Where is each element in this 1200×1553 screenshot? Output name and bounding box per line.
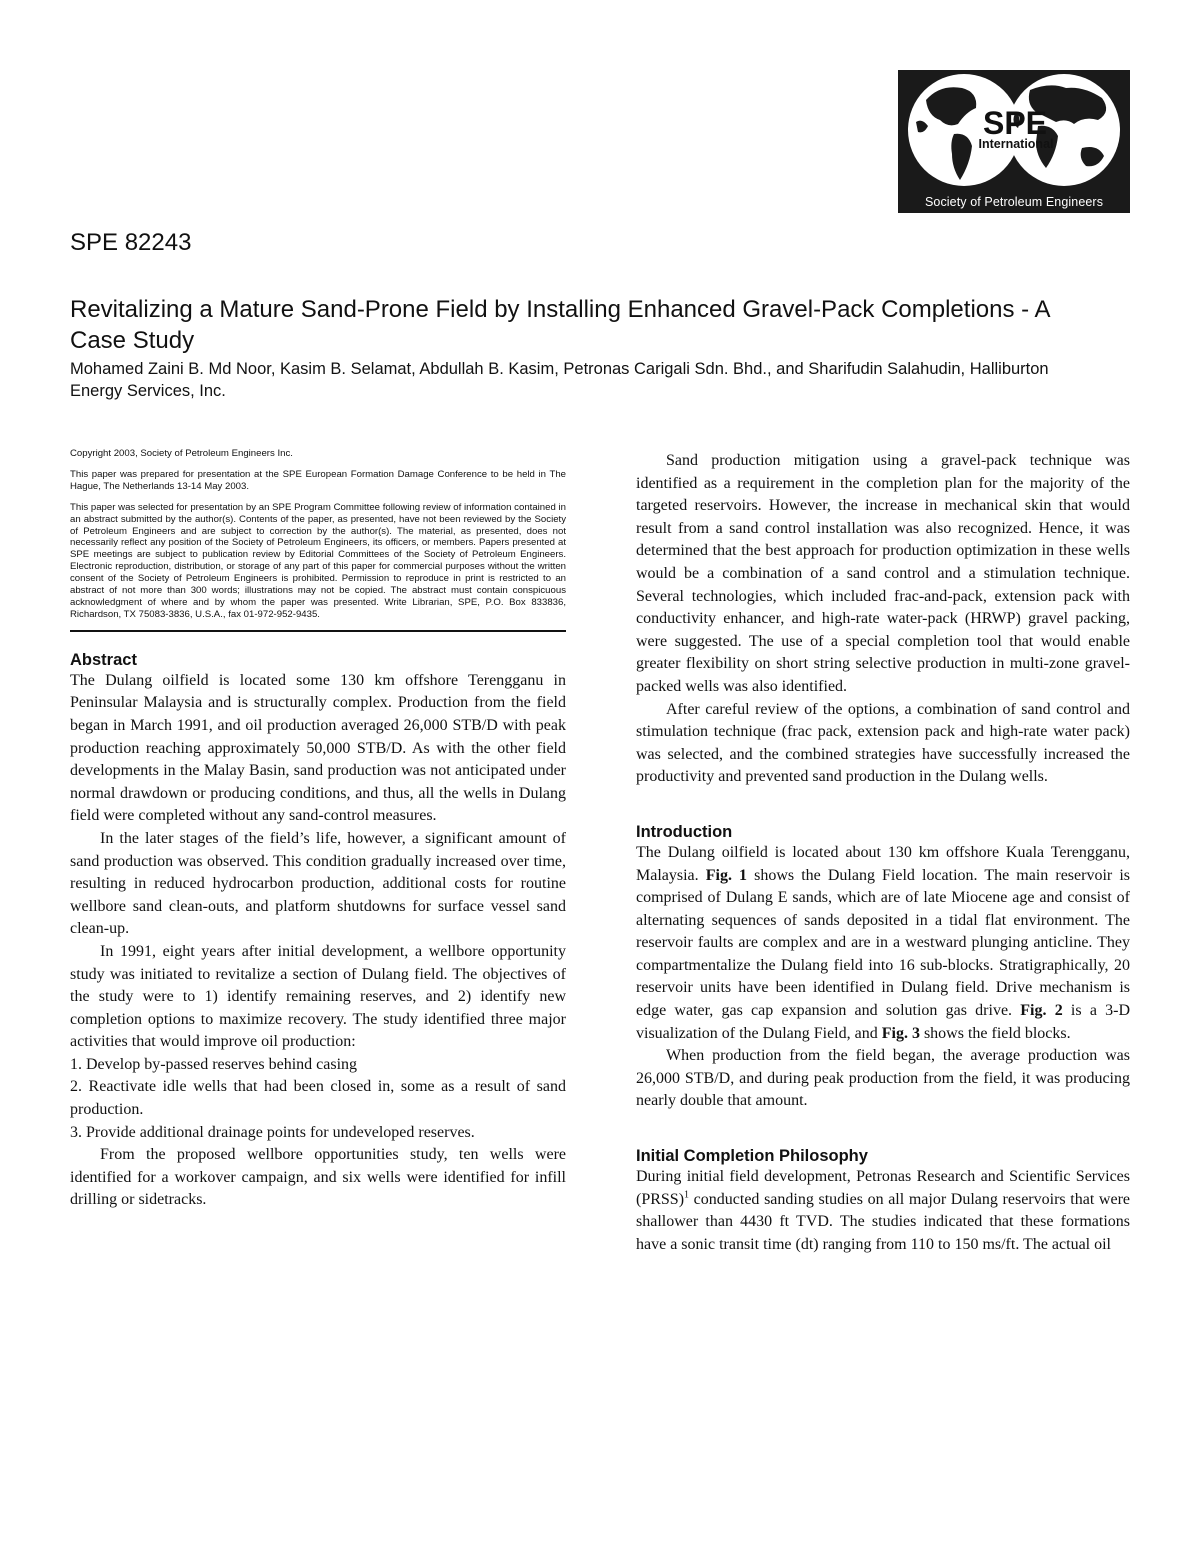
abstract-paragraph: The Dulang oilfield is located some 130 km offshore Terengganu in Peninsular Malaysia and is structurally complex. Production from the field began in March 1991, and oil production averaged 26,000 STB/D with peak production reaching approximately 50,000 STB/D. As with the other field developments in the Malay Basin, sand production was not anticipated under normal drawdown or producing conditions, and thus, all the wells in Dulang field were completed without any sand-control measures.	[70, 671, 566, 825]
paper-title: Revitalizing a Mature Sand-Prone Field by Installing Enhanced Gravel-Pack Completions - A Case Study	[70, 296, 1050, 354]
fig1-reference: Fig. 1	[705, 866, 748, 884]
abstract-paragraph: In the later stages of the field’s life, however, a significant amount of sand production was observed. This condition gradually increased over time, resulting in reduced hydrocarbon production, additional costs for routine wellbore sand clean-outs, and platform shutdowns for surface vessel sand clean-up.	[70, 829, 566, 938]
initial-completion-heading: Initial Completion Philosophy	[636, 1147, 868, 1166]
left-column	[70, 448, 566, 1212]
reference-superscript: 1	[684, 1189, 690, 1201]
introduction-body	[636, 842, 1130, 1113]
introduction-heading: Introduction	[636, 822, 733, 841]
logo-international-text: International	[978, 137, 1054, 151]
abstract-body	[70, 670, 566, 1212]
text-run: The Dulang oilfield is located about 130 km offshore Kuala Terengganu, Malaysia.	[636, 843, 1130, 884]
conference-line: This paper was prepared for presentation at the SPE European Formation Damage Conference to be held in The Hague, The Netherlands 13-14 May 2003.	[70, 468, 566, 492]
text-run: shows the field blocks.	[919, 1024, 1071, 1042]
spe-logo	[898, 70, 1130, 213]
logo-caption: Society of Petroleum Engineers	[924, 195, 1104, 209]
abstract-paragraph: In 1991, eight years after initial development, a wellbore opportunity study was initiated to revitalize a section of Dulang field. The objectives of the study were to 1) identify remaining reserves, and 2) identify new completion options to maximize recovery. The study identified three major activities that would improve oil production:	[70, 942, 566, 1051]
initial-completion-body	[636, 1166, 1130, 1256]
right-column	[636, 450, 1130, 1256]
paper-number: SPE 82243	[70, 229, 192, 256]
authors: Mohamed Zaini B. Md Noor, Kasim B. Selamat, Abdullah B. Kasim, Petronas Carigali Sdn. Bhd., and Sharifudin Salahudin, Halliburton Energy Services, Inc.	[70, 360, 1049, 400]
text-run: conducted sanding studies on all major Dulang reservoirs that were shallower than 4430 ft TVD. The studies indicated that these formations have a sonic transit time (dt) ranging from 110 to 150 ms/ft. The actual oil	[636, 1190, 1130, 1253]
fig2-reference: Fig. 2	[1020, 1002, 1063, 1020]
logo-spe-text: SPE	[982, 105, 1048, 141]
right-column-body	[636, 450, 1130, 789]
introduction-paragraph	[636, 842, 1130, 1045]
copyright-line: Copyright 2003, Society of Petroleum Engineers Inc.	[70, 448, 293, 459]
list-item: 2. Reactivate idle wells that had been closed in, some as a result of sand production.	[70, 1078, 566, 1119]
text-run: shows the Dulang Field location. The main reservoir is comprised of Dulang E sands, which are of late Miocene age and consist of alternating sequences of sands deposited in a tidal flat environment. The reservoir faults are complex and are in a westward plunging anticline. They compartmentalize the Dulang field into 16 sub-blocks. Stratigraphically, 20 reservoir units have been identified in Dulang field. Drive mechanism is edge water, gas cap expansion and solution gas drive.	[636, 866, 1130, 1020]
abstract-paragraph: From the proposed wellbore opportunities study, ten wells were identified for a workover campaign, and six wells were identified for infill drilling or sidetracks.	[70, 1146, 566, 1209]
copyright-notice	[70, 448, 566, 632]
introduction-paragraph: When production from the field began, the average production was 26,000 STB/D, and during peak production from the field, it was producing nearly double that amount.	[636, 1047, 1130, 1110]
list-item: 1. Develop by-passed reserves behind casing	[70, 1055, 358, 1073]
review-notice: This paper was selected for presentation by an SPE Program Committee following review of information contained in an abstract submitted by the author(s). Contents of the paper, as presented, have not been reviewed by the Society of Petroleum Engineers and are subject to correction by the author(s). The material, as presented, does not necessarily reflect any position of the Society of Petroleum Engineers, its officers, or members. Papers presented at SPE meetings are subject to publication review by Editorial Committees of the Society of Petroleum Engineers. Electronic reproduction, distribution, or storage of any part of this paper for commercial purposes without the written consent of the Society of Petroleum Engineers is prohibited. Permission to reproduce in print is restricted to an abstract of not more than 300 words; illustrations may not be copied. The abstract must contain conspicuous acknowledgment of where and by whom the paper was presented. Write Librarian, SPE, P.O. Box 833836, Richardson, TX 75083-3836, U.S.A., fax 01-972-952-9435.	[70, 501, 566, 620]
fig3-reference: Fig. 3	[881, 1024, 920, 1042]
text-run: During initial field development, Petronas Research and Scientific Services (PRSS)	[636, 1168, 1130, 1208]
body-paragraph: After careful review of the options, a combination of sand control and stimulation technique (frac pack, extension pack and high-rate water pack) was selected, and the combined strategies have successfully increased the productivity and prevented sand production in the Dulang wells.	[636, 700, 1130, 786]
body-paragraph	[636, 1166, 1130, 1256]
abstract-heading: Abstract	[70, 650, 137, 669]
body-paragraph: Sand production mitigation using a gravel-pack technique was identified as a requirement in the completion plan for the majority of the targeted reservoirs. However, the increase in mechanical skin that would result from a sand control installation was also recognized. Hence, it was determined that the best approach for production optimization in these wells would be a combination of a sand control and a stimulation technique. Several technologies, which included frac-and-pack, extension pack with conductivity enhancer, and high-rate water-pack (HRWP) gravel packing, were suggested. The use of a special completion tool that would enable greater flexibility on short string selective production in multi-zone gravel-packed wells was also identified.	[636, 452, 1130, 695]
text-run: is a 3-D visualization of the Dulang Field, and	[636, 1002, 1131, 1042]
list-item: 3. Provide additional drainage points for undeveloped reserves.	[70, 1123, 475, 1141]
